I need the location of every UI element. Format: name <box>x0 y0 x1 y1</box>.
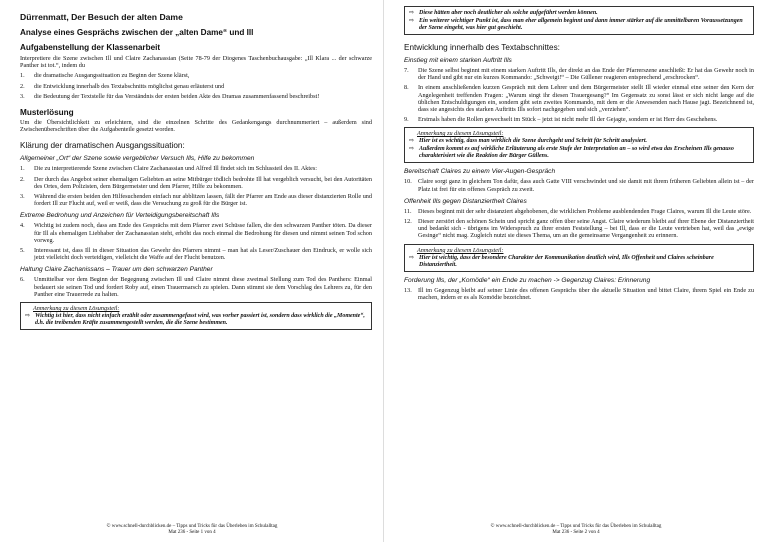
item-number: 2. <box>20 175 25 183</box>
note-item <box>409 146 749 160</box>
note-item <box>409 255 749 269</box>
item-number: 7. <box>404 67 409 74</box>
list-item <box>404 218 754 240</box>
item-number: 6. <box>20 276 25 284</box>
item-number: 4. <box>20 222 25 230</box>
page-2 <box>384 0 768 542</box>
r-subheading-2: Bereitschaft Claires zu einem Vier-Augen-Gespräch <box>404 168 556 176</box>
development-heading: Entwicklung innerhalb des Textabschnittes: <box>404 43 560 52</box>
item-number: 5. <box>20 247 25 255</box>
note-text: Hier ist wichtig, dass der besondere Charakter der Kommunikation deutlich wird, Ills Offenheit und Claires scheinbare Distanziertheit. <box>419 254 714 268</box>
list-item <box>20 72 372 79</box>
note-item <box>409 10 749 17</box>
note-item <box>25 313 367 327</box>
solution-heading: Musterlösung <box>20 108 74 118</box>
note-text: Hier ist es wichtig, dass man wirklich die Szene durchgeht und Schritt für Schritt analysiert. <box>419 138 648 145</box>
note-item <box>409 138 749 145</box>
r-subheading-4: Forderung Ills, der „Komödie“ ein Ende zu machen -> Gegenzug Claires: Erinnerung <box>404 276 651 284</box>
item-number: 10. <box>404 178 412 186</box>
item-number: 1. <box>20 72 25 80</box>
items-1 <box>20 165 372 207</box>
subheading-3: Haltung Claire Zachanissans – Trauer um den schwarzen Panther <box>20 266 213 274</box>
note-box-3-items <box>409 255 749 269</box>
item-text: die Entwicklung innerhalb des Textabschnitts möglichst genau erläuterst und <box>34 82 225 90</box>
list-item <box>404 208 754 215</box>
arrow-icon: ⇨ <box>409 254 415 261</box>
item-number: 8. <box>404 84 409 92</box>
footer-2-copyright: © www.schnell-durchblicken.de – Tipps und Tricks für das Überleben im Schulalltag <box>490 524 662 529</box>
item-number: 3. <box>20 193 25 201</box>
list-item <box>20 176 372 190</box>
item-text: Die Szene selbst beginnt mit einem starken Auftritt Ills, der direkt an das Ende der Pfarrerszene anschließt: Er hat das Gewehr noch in der Hand und gibt nur ein kurzes Kommando: „Schweigt!“ – Die Güllener reagieren entsprechend „erschrocken“. <box>418 67 754 82</box>
note-box-3 <box>404 244 754 272</box>
list-item <box>404 287 754 301</box>
footer-page: Mat 236 - Seite 1 von 4 <box>168 530 216 535</box>
item-text: die Bedeutung der Textstelle für das Verständnis der ersten beiden Akte des Dramas zusammenfassend beschreibst! <box>34 92 320 100</box>
item-number: 11. <box>404 207 412 215</box>
item-text: Dieser zerstört den schönen Schein und spricht ganz offen über seine Angst. Claire wiederum bleibt auf ihrer Ebene der Distanziertheit und bedankt sich - übrigens im Widerspruch zu ihrer ersten Feststellung – bei Ill, dass er die Leute vertrieben hat, weil das „ewige Gesinge“ nicht mag. Zugleich nutzt sie dieses Thema, um an die gemeinsame Vergangenheit zu erinnern. <box>418 218 754 240</box>
item-text: Wichtig ist zudem noch, dass am Ende des Gesprächs mit dem Pfarrer zwei Schüsse fallen, die den schwarzen Panther töten. Da dieser für Ill als ehemaligen Liebhaber der Zachanassian steht, erhöht das noch einmal die Bedrohung für diesen und nimmt seinen Tod schon vorweg. <box>34 222 372 244</box>
list-item <box>20 276 372 298</box>
note-text: Diese hätten aber noch deutlicher als solche aufgeführt werden können. <box>419 10 598 16</box>
item-text: In einem anschließenden kurzen Gespräch mit dem Lehrer und dem Bürgermeister stellt Ill wieder einmal eine seiner den Kern der Angelegenheit treffenden Fragen: „Warum singt ihr diesen Trauergesang?“ Im Gegensatz zu sonst lässt er sich nicht lange auf die üblichen Entschuldigungen ein, sondern gibt sein zweites Kommando, mit dem er die Anwesenden nach Hause jagt. Bezeichnend ist, dass sie angesichts des starken Auftritts Ills sofort nachgegeben und sich „verziehen“. <box>418 84 754 114</box>
list-item <box>20 165 372 172</box>
note-box-3-title: Anmerkung zu diesem Lösungsteil: <box>417 246 504 254</box>
note-box-2-title: Anmerkung zu diesem Lösungsteil: <box>417 130 504 138</box>
r-subheading-3: Offenheit Ills gegen Distanziertheit Claires <box>404 197 527 205</box>
item-text: Während die ersten beiden den Hilfesuchenden einfach nur abblitzen lassen, fällt der Pfarrer am Ende aus dieser distanzierten Rolle und fordert Ill zur Flucht auf, weil er weiß, dass die Versuchung zu groß für die Bürger ist. <box>34 193 372 208</box>
note-text: Außerdem kommt es auf wirkliche Erläuterung als erste Stufe der Interpretation an – so wird etwa das Erscheinen Ills genauso charakterisiert wie die Reaktion der Bürger Güllens. <box>419 146 734 160</box>
r-subheading-1: Einstieg mit einem starken Auftritt Ills <box>404 57 512 64</box>
item-number: 2. <box>20 82 25 90</box>
item-text: Die zu interpretierende Szene zwischen Claire Zachanassian und Alfred Ill findet sich im Schlussteil des II. Aktes: <box>34 165 317 173</box>
note-box-continued-items <box>409 10 749 32</box>
r-items-4 <box>404 287 754 301</box>
subheading-2: Extreme Bedrohung und Anzeichen für Verteidigungsbereitschaft Ills <box>20 212 220 220</box>
item-text: Dieses beginnt mit der sehr distanziert abgehobenen, die wirklichen Probleme ausblendenden Frage Claires, warum Ill die Leute störe. <box>418 207 752 215</box>
subheading-1: Allgemeiner „Ort“ der Szene sowie vergeblicher Versuch Ills, Hilfe zu bekommen <box>20 155 255 163</box>
task-heading: Aufgabenstellung der Klassenarbeit <box>20 43 161 52</box>
note-item <box>409 18 749 32</box>
footer-2-page: Mat 236 - Seite 2 von 4 <box>552 530 600 535</box>
list-item <box>404 178 754 192</box>
note-box-2 <box>404 127 754 163</box>
item-number: 12. <box>404 218 412 226</box>
item-text: Ill im Gegenzug bleibt auf seiner Linie des offenen Gesprächs über die aktuelle Situation und bittet Claire, ihrem Spiel ein Ende zu machen, indem er es als Komödie bezeichnet. <box>418 286 754 301</box>
document-subtitle: Analyse eines Gesprächs zwischen der „alten Dame“ und Ill <box>20 28 254 37</box>
arrow-icon: ⇨ <box>409 138 415 145</box>
note-text: Wichtig ist hier, dass nicht einfach erzählt oder zusammengefasst wird, was vorher passiert ist, sondern dass wirklich die „Momente“, d.h. die treibenden Kräfte zusammengestellt werden, die die Szene bestimmen. <box>35 313 365 327</box>
list-item <box>20 193 372 207</box>
task-list <box>20 72 372 100</box>
item-number: 9. <box>404 116 409 124</box>
item-text: Interessant ist, dass Ill in dieser Situation das Gewehr des Pfarrers nimmt – man hat als Leser/Zuschauer den Eindruck, er wolle sich jetzt vielleicht doch verteidigen, vielleicht die Waffe auf der Flucht benutzen. <box>34 247 372 262</box>
r-items-3 <box>404 208 754 240</box>
arrow-icon: ⇨ <box>409 146 415 153</box>
note-box <box>20 302 372 330</box>
r-items-2 <box>404 178 754 192</box>
list-item <box>20 222 372 244</box>
list-item <box>404 116 754 123</box>
item-text: Unmittelbar vor dem Beginn der Begegnung zwischen Ill und Claire nimmt diese zweimal Stellung zum Tod des Panthers: Einmal bedauert sie seinen Tod und fordert Roby auf, einen Trauermarsch zu spielen. Dann stimmt sie dem Vorschlag des Lehrers zu, für den Panther eine Trauerrede zu halten. <box>34 276 372 298</box>
item-text: Der durch das Angebot seiner ehemaligen Geliebten an seine Mitbürger tödlich bedrohte Ill hat vergeblich versucht, bei den Autoritäten des Ortes, dem Polizisten, dem Bürgermeister und dem Pfarrer, Hilfe zu bekommen. <box>34 175 372 190</box>
item-number: 3. <box>20 92 25 100</box>
arrow-icon: ⇨ <box>25 313 31 320</box>
item-text: Erstmals haben die Rollen gewechselt im Stück – jetzt ist nicht mehr Ill der Gejagte, sondern er ist Herr des Geschehens. <box>418 116 718 124</box>
note-text: Ein weiterer wichtiger Punkt ist, dass man eher allgemein beginnt und dann immer stärker auf die unmittelbaren Voraussetzungen der Szene eingeht, was hier gut geschieht. <box>419 18 743 31</box>
list-item <box>404 67 754 81</box>
items-2 <box>20 222 372 261</box>
list-item <box>20 83 372 90</box>
list-item <box>20 93 372 100</box>
footer <box>0 524 384 536</box>
item-number: 1. <box>20 165 25 173</box>
footer-2 <box>384 524 768 536</box>
list-item <box>20 247 372 261</box>
items-3 <box>20 276 372 298</box>
note-box-title: Anmerkung zu diesem Lösungsteil: <box>33 305 120 313</box>
r-items-1 <box>404 67 754 123</box>
clarify-heading: Klärung der dramatischen Ausgangssituation: <box>20 141 185 151</box>
note-box-continued <box>404 6 754 35</box>
note-box-2-items <box>409 138 749 160</box>
solution-intro: Um die Übersichtlichkeit zu erleichtern, sind die einzelnen Schritte des Gedankengangs durchnummeriert – außerdem sind Zwischenüberschriften über die Aufgabenteile gesetzt worden. <box>20 119 372 134</box>
document-title: Dürrenmatt, Der Besuch der alten Dame <box>20 12 183 22</box>
item-number: 13. <box>404 286 412 294</box>
list-item <box>404 84 754 113</box>
task-intro: Interpretiere die Szene zwischen Ill und Claire Zachanassian (Seite 78-79 der Diogenes Taschenbuchausgabe: „Ill Klara ... der schwarze Panther ist tot.“, indem du <box>20 55 372 70</box>
note-box-items <box>25 313 367 327</box>
item-text: Claire sorgt ganz in gleichem Ton dafür, dass auch Gatte VIII verschwindet und sie damit mit ihrem früheren Geliebten allein ist – der Platz ist frei für ein offenes Gespräch zu zweit. <box>418 178 754 193</box>
item-text: die dramatische Ausgangssituation zu Beginn der Szene klärst, <box>34 72 190 80</box>
arrow-icon: ⇨ <box>409 18 415 24</box>
arrow-icon: ⇨ <box>409 10 415 16</box>
footer-copyright: © www.schnell-durchblicken.de – Tipps und Tricks für das Überleben im Schulalltag <box>106 524 278 529</box>
